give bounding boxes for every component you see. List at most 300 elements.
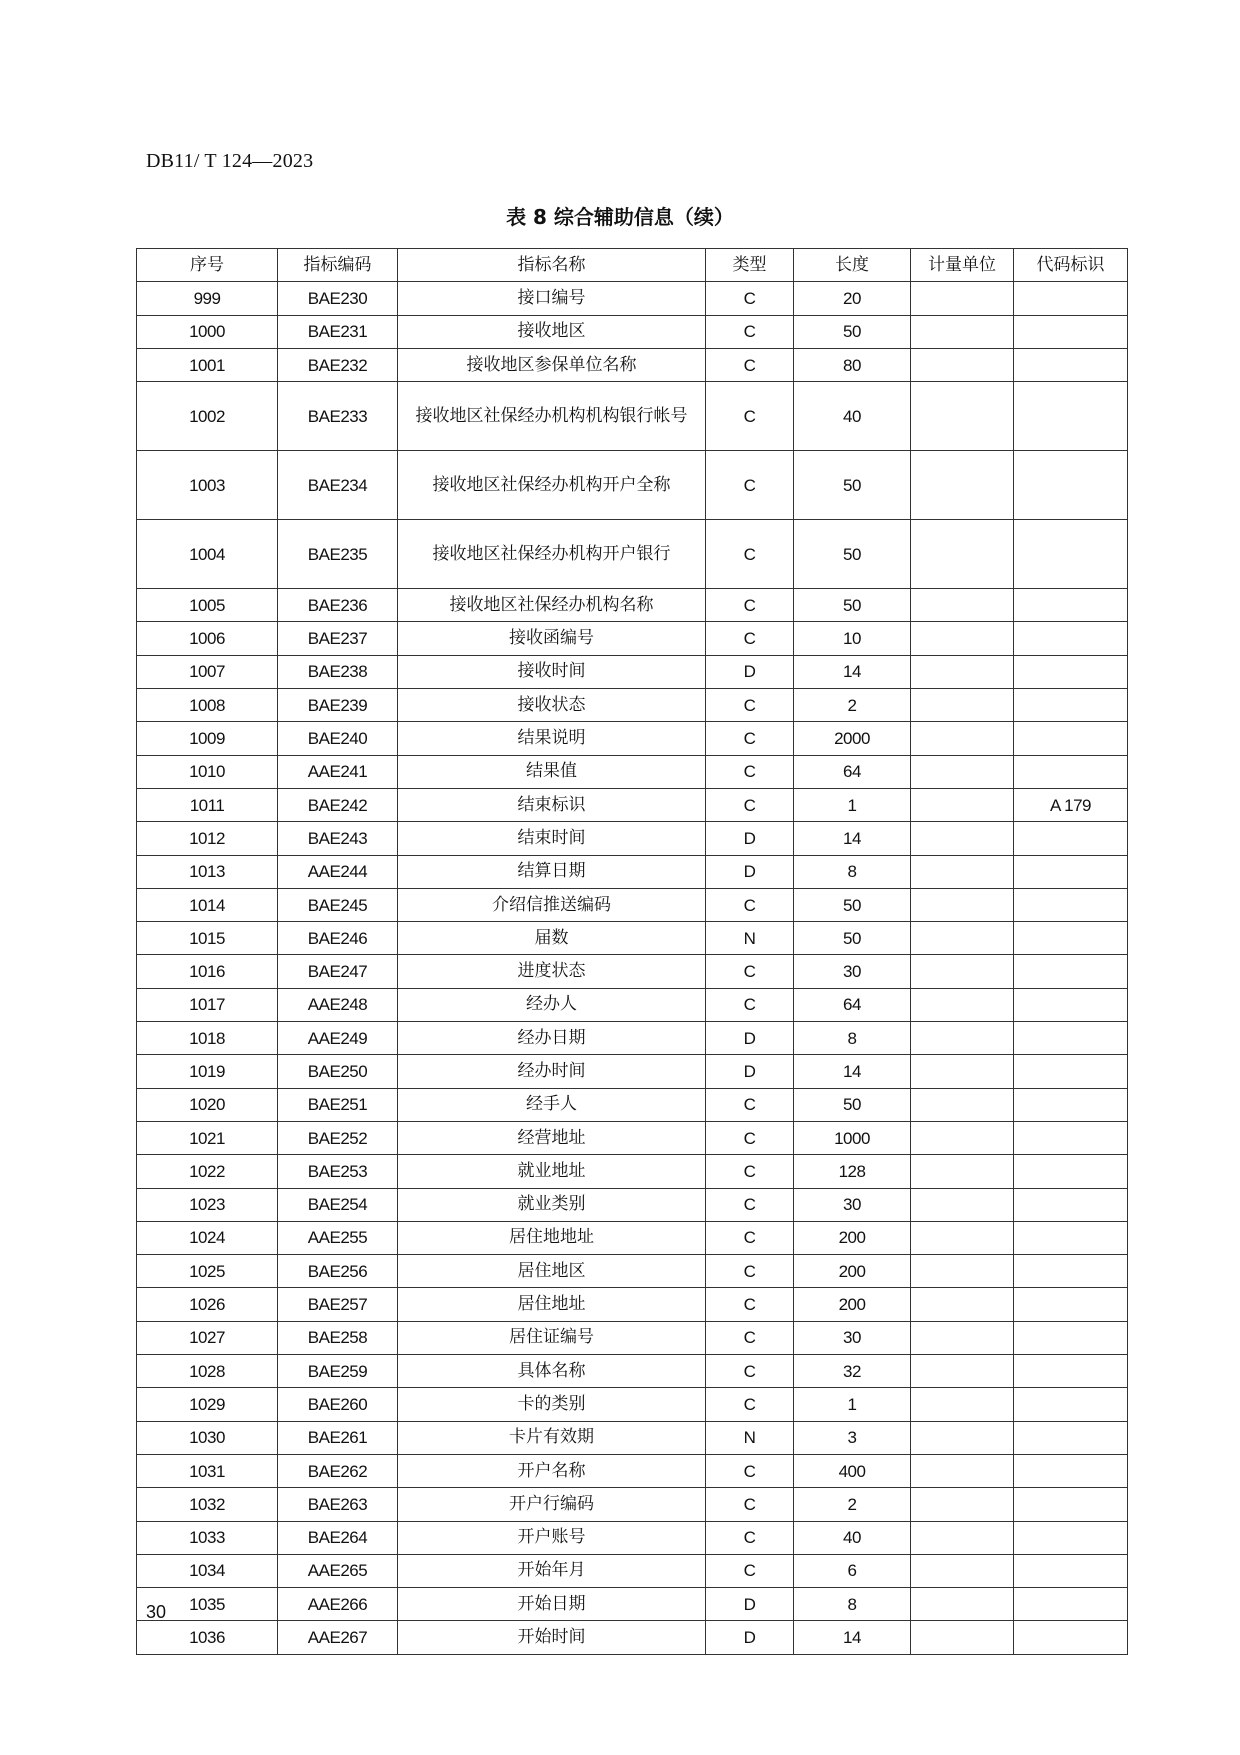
table-row [137, 655, 1128, 688]
code-cell: BAE239 [278, 689, 398, 722]
type-cell: C [706, 1488, 794, 1521]
type-cell: C [706, 520, 794, 589]
type-cell: C [706, 451, 794, 520]
seq-cell: 1000 [137, 315, 278, 348]
code-id-cell [1014, 1288, 1128, 1321]
name-cell: 居住地址 [398, 1288, 706, 1321]
table-row [137, 315, 1128, 348]
length-cell: 128 [794, 1155, 911, 1188]
code-id-cell [1014, 348, 1128, 381]
length-cell: 40 [794, 382, 911, 451]
name-cell: 就业类别 [398, 1188, 706, 1221]
code-cell: BAE251 [278, 1088, 398, 1121]
table-row [137, 1521, 1128, 1554]
seq-cell: 1030 [137, 1421, 278, 1454]
length-cell: 50 [794, 922, 911, 955]
code-id-cell [1014, 1321, 1128, 1354]
name-cell: 结算日期 [398, 855, 706, 888]
code-id-cell [1014, 451, 1128, 520]
type-cell: C [706, 955, 794, 988]
name-cell: 卡的类别 [398, 1388, 706, 1421]
code-cell: BAE252 [278, 1121, 398, 1154]
length-cell: 32 [794, 1355, 911, 1388]
name-cell: 开始时间 [398, 1621, 706, 1654]
unit-cell [911, 589, 1014, 622]
code-id-cell [1014, 1221, 1128, 1254]
name-cell: 结果说明 [398, 722, 706, 755]
length-cell: 30 [794, 1188, 911, 1221]
code-id-cell [1014, 1088, 1128, 1121]
name-cell: 经手人 [398, 1088, 706, 1121]
code-id-cell [1014, 282, 1128, 315]
table-row [137, 1588, 1128, 1621]
unit-cell [911, 788, 1014, 821]
unit-cell [911, 1088, 1014, 1121]
unit-cell [911, 822, 1014, 855]
length-cell: 8 [794, 855, 911, 888]
code-cell: BAE243 [278, 822, 398, 855]
type-cell: C [706, 722, 794, 755]
code-cell: BAE253 [278, 1155, 398, 1188]
code-id-cell [1014, 1055, 1128, 1088]
length-cell: 1000 [794, 1121, 911, 1154]
table-row [137, 1321, 1128, 1354]
name-cell: 接收地区社保经办机构机构银行帐号 [398, 382, 706, 451]
table-row [137, 282, 1128, 315]
seq-cell: 1006 [137, 622, 278, 655]
unit-cell [911, 1255, 1014, 1288]
seq-cell: 1022 [137, 1155, 278, 1188]
code-cell: AAE267 [278, 1621, 398, 1654]
name-cell: 接收函编号 [398, 622, 706, 655]
unit-cell [911, 1188, 1014, 1221]
code-id-cell [1014, 722, 1128, 755]
name-cell: 接口编号 [398, 282, 706, 315]
table-row [137, 1421, 1128, 1454]
table-row [137, 1554, 1128, 1587]
code-cell: BAE247 [278, 955, 398, 988]
length-cell: 10 [794, 622, 911, 655]
length-cell: 30 [794, 955, 911, 988]
code-id-cell [1014, 755, 1128, 788]
type-cell: C [706, 1454, 794, 1487]
unit-cell [911, 1055, 1014, 1088]
table-row [137, 788, 1128, 821]
code-id-cell [1014, 589, 1128, 622]
name-cell: 接收地区社保经办机构开户银行 [398, 520, 706, 589]
name-cell: 就业地址 [398, 1155, 706, 1188]
unit-cell [911, 282, 1014, 315]
name-cell: 经办人 [398, 988, 706, 1021]
code-cell: AAE265 [278, 1554, 398, 1587]
table-row [137, 855, 1128, 888]
code-cell: BAE234 [278, 451, 398, 520]
name-cell: 具体名称 [398, 1355, 706, 1388]
code-id-cell [1014, 988, 1128, 1021]
type-cell: C [706, 348, 794, 381]
length-cell: 1 [794, 788, 911, 821]
type-cell: C [706, 1321, 794, 1354]
type-cell: C [706, 689, 794, 722]
seq-cell: 1032 [137, 1488, 278, 1521]
length-cell: 3 [794, 1421, 911, 1454]
column-header-name: 指标名称 [398, 249, 706, 282]
seq-cell: 1024 [137, 1221, 278, 1254]
code-cell: BAE238 [278, 655, 398, 688]
code-cell: BAE230 [278, 282, 398, 315]
unit-cell [911, 1221, 1014, 1254]
code-cell: BAE256 [278, 1255, 398, 1288]
column-header-seq: 序号 [137, 249, 278, 282]
type-cell: C [706, 589, 794, 622]
column-header-length: 长度 [794, 249, 911, 282]
unit-cell [911, 1454, 1014, 1487]
length-cell: 200 [794, 1288, 911, 1321]
seq-cell: 1033 [137, 1521, 278, 1554]
length-cell: 14 [794, 1055, 911, 1088]
seq-cell: 1025 [137, 1255, 278, 1288]
unit-cell [911, 520, 1014, 589]
seq-cell: 1035 [137, 1588, 278, 1621]
seq-cell: 1019 [137, 1055, 278, 1088]
code-cell: BAE261 [278, 1421, 398, 1454]
seq-cell: 1014 [137, 888, 278, 921]
length-cell: 14 [794, 655, 911, 688]
code-id-cell [1014, 655, 1128, 688]
code-cell: AAE255 [278, 1221, 398, 1254]
unit-cell [911, 1388, 1014, 1421]
name-cell: 开户账号 [398, 1521, 706, 1554]
code-id-cell [1014, 1355, 1128, 1388]
unit-cell [911, 451, 1014, 520]
name-cell: 经办日期 [398, 1022, 706, 1055]
seq-cell: 1026 [137, 1288, 278, 1321]
seq-cell: 1007 [137, 655, 278, 688]
name-cell: 结束标识 [398, 788, 706, 821]
unit-cell [911, 888, 1014, 921]
type-cell: C [706, 888, 794, 921]
unit-cell [911, 1488, 1014, 1521]
code-cell: BAE259 [278, 1355, 398, 1388]
seq-cell: 1027 [137, 1321, 278, 1354]
unit-cell [911, 1321, 1014, 1354]
type-cell: C [706, 1188, 794, 1221]
code-id-cell [1014, 1621, 1128, 1654]
length-cell: 50 [794, 1088, 911, 1121]
type-cell: D [706, 822, 794, 855]
length-cell: 50 [794, 315, 911, 348]
unit-cell [911, 1155, 1014, 1188]
unit-cell [911, 955, 1014, 988]
code-cell: BAE254 [278, 1188, 398, 1221]
code-cell: BAE231 [278, 315, 398, 348]
type-cell: D [706, 855, 794, 888]
table-row [137, 922, 1128, 955]
code-id-cell [1014, 855, 1128, 888]
table-row [137, 1621, 1128, 1654]
unit-cell [911, 1421, 1014, 1454]
seq-cell: 1003 [137, 451, 278, 520]
length-cell: 20 [794, 282, 911, 315]
standard-code: DB11/ T 124—2023 [146, 150, 314, 172]
name-cell: 居住证编号 [398, 1321, 706, 1354]
name-cell: 接收状态 [398, 689, 706, 722]
name-cell: 结果值 [398, 755, 706, 788]
type-cell: C [706, 622, 794, 655]
unit-cell [911, 1121, 1014, 1154]
length-cell: 40 [794, 1521, 911, 1554]
code-cell: BAE232 [278, 348, 398, 381]
indicator-table [136, 248, 1128, 1655]
table-row [137, 689, 1128, 722]
type-cell: C [706, 1155, 794, 1188]
column-header-code: 指标编码 [278, 249, 398, 282]
length-cell: 200 [794, 1255, 911, 1288]
name-cell: 经办时间 [398, 1055, 706, 1088]
code-id-cell [1014, 1588, 1128, 1621]
type-cell: C [706, 1088, 794, 1121]
seq-cell: 1002 [137, 382, 278, 451]
code-cell: AAE244 [278, 855, 398, 888]
code-cell: AAE266 [278, 1588, 398, 1621]
code-cell: BAE233 [278, 382, 398, 451]
name-cell: 开始年月 [398, 1554, 706, 1587]
table-body [137, 282, 1128, 1654]
table-row [137, 988, 1128, 1021]
unit-cell [911, 1554, 1014, 1587]
unit-cell [911, 855, 1014, 888]
unit-cell [911, 1521, 1014, 1554]
code-id-cell [1014, 382, 1128, 451]
seq-cell: 1020 [137, 1088, 278, 1121]
seq-cell: 1009 [137, 722, 278, 755]
code-id-cell [1014, 1121, 1128, 1154]
seq-cell: 1011 [137, 788, 278, 821]
code-cell: BAE246 [278, 922, 398, 955]
table-row [137, 348, 1128, 381]
type-cell: D [706, 1022, 794, 1055]
type-cell: D [706, 1621, 794, 1654]
unit-cell [911, 1355, 1014, 1388]
seq-cell: 999 [137, 282, 278, 315]
length-cell: 200 [794, 1221, 911, 1254]
code-cell: BAE262 [278, 1454, 398, 1487]
length-cell: 50 [794, 520, 911, 589]
name-cell: 接收地区参保单位名称 [398, 348, 706, 381]
unit-cell [911, 348, 1014, 381]
unit-cell [911, 755, 1014, 788]
length-cell: 14 [794, 822, 911, 855]
table-row [137, 722, 1128, 755]
table-row [137, 622, 1128, 655]
table-row [137, 589, 1128, 622]
seq-cell: 1034 [137, 1554, 278, 1587]
type-cell: C [706, 1554, 794, 1587]
unit-cell [911, 1288, 1014, 1321]
unit-cell [911, 988, 1014, 1021]
length-cell: 1 [794, 1388, 911, 1421]
name-cell: 居住地区 [398, 1255, 706, 1288]
unit-cell [911, 622, 1014, 655]
page-number: 30 [146, 1602, 167, 1622]
name-cell: 介绍信推送编码 [398, 888, 706, 921]
seq-cell: 1015 [137, 922, 278, 955]
table-row [137, 1055, 1128, 1088]
table-row [137, 822, 1128, 855]
table-row [137, 1355, 1128, 1388]
seq-cell: 1031 [137, 1454, 278, 1487]
type-cell: C [706, 315, 794, 348]
type-cell: C [706, 755, 794, 788]
code-cell: BAE237 [278, 622, 398, 655]
type-cell: N [706, 922, 794, 955]
table-row [137, 382, 1128, 451]
code-cell: BAE258 [278, 1321, 398, 1354]
seq-cell: 1018 [137, 1022, 278, 1055]
column-header-type: 类型 [706, 249, 794, 282]
length-cell: 8 [794, 1022, 911, 1055]
code-cell: BAE242 [278, 788, 398, 821]
table-row [137, 1022, 1128, 1055]
code-cell: BAE245 [278, 888, 398, 921]
unit-cell [911, 655, 1014, 688]
type-cell: C [706, 1121, 794, 1154]
name-cell: 结束时间 [398, 822, 706, 855]
table-row [137, 1255, 1128, 1288]
length-cell: 2 [794, 689, 911, 722]
name-cell: 接收时间 [398, 655, 706, 688]
type-cell: C [706, 788, 794, 821]
unit-cell [911, 315, 1014, 348]
length-cell: 8 [794, 1588, 911, 1621]
length-cell: 6 [794, 1554, 911, 1587]
code-cell: BAE264 [278, 1521, 398, 1554]
code-cell: AAE241 [278, 755, 398, 788]
seq-cell: 1036 [137, 1621, 278, 1654]
name-cell: 进度状态 [398, 955, 706, 988]
code-id-cell [1014, 622, 1128, 655]
code-id-cell [1014, 1521, 1128, 1554]
length-cell: 50 [794, 589, 911, 622]
unit-cell [911, 722, 1014, 755]
table-row [137, 1454, 1128, 1487]
code-id-cell [1014, 1022, 1128, 1055]
seq-cell: 1010 [137, 755, 278, 788]
seq-cell: 1028 [137, 1355, 278, 1388]
code-cell: BAE250 [278, 1055, 398, 1088]
table-row [137, 1388, 1128, 1421]
type-cell: C [706, 1355, 794, 1388]
code-id-cell [1014, 1188, 1128, 1221]
table-row [137, 1121, 1128, 1154]
code-id-cell [1014, 1388, 1128, 1421]
name-cell: 接收地区社保经办机构开户全称 [398, 451, 706, 520]
type-cell: C [706, 1521, 794, 1554]
code-id-cell [1014, 1554, 1128, 1587]
seq-cell: 1021 [137, 1121, 278, 1154]
code-cell: BAE240 [278, 722, 398, 755]
length-cell: 30 [794, 1321, 911, 1354]
name-cell: 接收地区 [398, 315, 706, 348]
length-cell: 64 [794, 755, 911, 788]
code-cell: AAE248 [278, 988, 398, 1021]
type-cell: C [706, 282, 794, 315]
code-id-cell [1014, 888, 1128, 921]
table-row [137, 1155, 1128, 1188]
code-cell: BAE257 [278, 1288, 398, 1321]
code-id-cell: A 179 [1014, 788, 1128, 821]
type-cell: C [706, 1255, 794, 1288]
code-cell: BAE236 [278, 589, 398, 622]
unit-cell [911, 1022, 1014, 1055]
name-cell: 开户名称 [398, 1454, 706, 1487]
code-id-cell [1014, 689, 1128, 722]
table-caption: 表 8 综合辅助信息（续） [506, 205, 734, 229]
table-row [137, 1188, 1128, 1221]
code-id-cell [1014, 822, 1128, 855]
length-cell: 2 [794, 1488, 911, 1521]
length-cell: 14 [794, 1621, 911, 1654]
length-cell: 50 [794, 888, 911, 921]
length-cell: 64 [794, 988, 911, 1021]
seq-cell: 1016 [137, 955, 278, 988]
code-cell: BAE263 [278, 1488, 398, 1521]
table-row [137, 520, 1128, 589]
unit-cell [911, 382, 1014, 451]
table-row [137, 888, 1128, 921]
length-cell: 50 [794, 451, 911, 520]
seq-cell: 1008 [137, 689, 278, 722]
table-header-row [137, 249, 1128, 282]
length-cell: 80 [794, 348, 911, 381]
type-cell: D [706, 1055, 794, 1088]
seq-cell: 1004 [137, 520, 278, 589]
code-id-cell [1014, 1155, 1128, 1188]
table-row [137, 955, 1128, 988]
code-cell: BAE235 [278, 520, 398, 589]
column-header-code-id: 代码标识 [1014, 249, 1128, 282]
type-cell: C [706, 988, 794, 1021]
code-id-cell [1014, 520, 1128, 589]
type-cell: C [706, 382, 794, 451]
table-row [137, 1088, 1128, 1121]
seq-cell: 1012 [137, 822, 278, 855]
seq-cell: 1013 [137, 855, 278, 888]
table-row [137, 755, 1128, 788]
code-id-cell [1014, 1255, 1128, 1288]
seq-cell: 1005 [137, 589, 278, 622]
seq-cell: 1029 [137, 1388, 278, 1421]
length-cell: 400 [794, 1454, 911, 1487]
code-id-cell [1014, 315, 1128, 348]
name-cell: 届数 [398, 922, 706, 955]
name-cell: 开始日期 [398, 1588, 706, 1621]
table-row [137, 1221, 1128, 1254]
code-id-cell [1014, 955, 1128, 988]
column-header-unit: 计量单位 [911, 249, 1014, 282]
seq-cell: 1023 [137, 1188, 278, 1221]
table-row [137, 1488, 1128, 1521]
code-id-cell [1014, 922, 1128, 955]
table-row [137, 451, 1128, 520]
type-cell: N [706, 1421, 794, 1454]
unit-cell [911, 689, 1014, 722]
length-cell: 2000 [794, 722, 911, 755]
code-id-cell [1014, 1454, 1128, 1487]
unit-cell [911, 922, 1014, 955]
type-cell: C [706, 1388, 794, 1421]
name-cell: 经营地址 [398, 1121, 706, 1154]
